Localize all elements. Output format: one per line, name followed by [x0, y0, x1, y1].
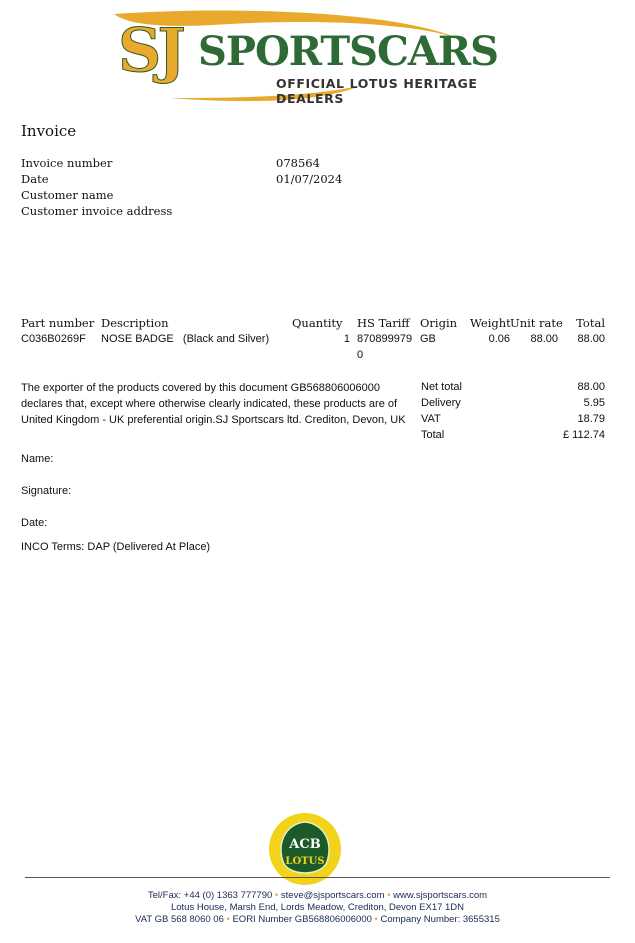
lotus-badge-logo [268, 812, 342, 886]
footer-vat: VAT GB 568 8060 06 [135, 914, 224, 925]
footer-contact-line [0, 890, 635, 901]
inco-terms: INCO Terms: DAP (Delivered At Place) [21, 541, 211, 553]
col-header-total: Total [576, 316, 605, 330]
col-header-weight: Weight [470, 316, 511, 330]
cell-part-number: C036B0269F [21, 333, 86, 345]
footer-website: www.sjsportscars.com [393, 890, 488, 901]
date-value: 01/07/2024 [276, 172, 343, 186]
footer-separator: • [274, 890, 279, 901]
footer-separator: • [374, 914, 378, 925]
cell-hs-tariff-wrap: 0 [357, 349, 364, 361]
customer-address-label: Customer invoice address [21, 204, 173, 218]
footer-separator: • [226, 914, 230, 925]
cell-unit-rate: 88.00 [530, 333, 558, 345]
date-field-label: Date: [21, 517, 48, 529]
customer-name-label: Customer name [21, 188, 114, 202]
footer-phone: Tel/Fax: +44 (0) 1363 777790 [147, 890, 273, 901]
cell-weight: 0.06 [488, 333, 510, 345]
col-header-hs-tariff: HS Tariff [357, 316, 410, 330]
col-header-origin: Origin [420, 316, 458, 330]
cell-quantity: 1 [343, 333, 350, 345]
net-total-label: Net total [421, 381, 462, 393]
sj-sportscars-logo [110, 6, 540, 106]
col-header-quantity: Quantity [292, 316, 343, 330]
footer-divider [25, 877, 610, 878]
logo-tagline: OFFICIAL LOTUS HERITAGE DEALERS [276, 76, 478, 106]
footer-eori: EORI Number GB568806006000 [232, 914, 372, 925]
cell-total: 88.00 [577, 333, 605, 345]
cell-hs-tariff: 870899979 [357, 333, 413, 345]
page-title: Invoice [21, 122, 77, 140]
footer-company-number: Company Number: 3655315 [380, 914, 500, 925]
delivery-label: Delivery [421, 397, 461, 409]
grand-total-label: Total [421, 429, 445, 441]
grand-total-value: £ 112.74 [562, 429, 605, 441]
lotus-badge-monogram: ACB [289, 837, 321, 852]
signature-field-label: Signature: [21, 485, 72, 497]
vat-value: 18.79 [577, 413, 605, 425]
footer-registration-line [0, 914, 635, 925]
footer-email: steve@sjsportscars.com [280, 890, 385, 901]
invoice-number-value: 078564 [276, 156, 320, 170]
vat-label: VAT [421, 413, 441, 425]
logo-initials: SJ [118, 16, 182, 86]
lotus-badge-icon [268, 812, 342, 886]
col-header-part-number: Part number [21, 316, 95, 330]
lotus-badge-text: LOTUS [285, 856, 325, 867]
date-label: Date [21, 172, 49, 186]
footer-separator: • [387, 890, 391, 901]
name-field-label: Name: [21, 453, 54, 465]
origin-declaration: The exporter of the products covered by this document GB568806006000 declares that, except where otherwise clearly indicated, these products are of United Kingdom - UK preferential origin.SJ Sportscars ltd. Crediton, Devon, UK [21, 382, 406, 426]
cell-origin: GB [420, 333, 436, 345]
cell-description: NOSE BADGE (Black and Silver) [101, 333, 270, 345]
col-header-description: Description [101, 316, 169, 330]
invoice-number-label: Invoice number [21, 156, 113, 170]
footer-address: Lotus House, Marsh End, Lords Meadow, Crediton, Devon EX17 1DN [170, 902, 465, 913]
col-header-unit-rate: Unit rate [510, 316, 563, 330]
logo-brand: SPORTSCARS [198, 28, 498, 75]
delivery-value: 5.95 [583, 397, 605, 409]
net-total-value: 88.00 [577, 381, 605, 393]
